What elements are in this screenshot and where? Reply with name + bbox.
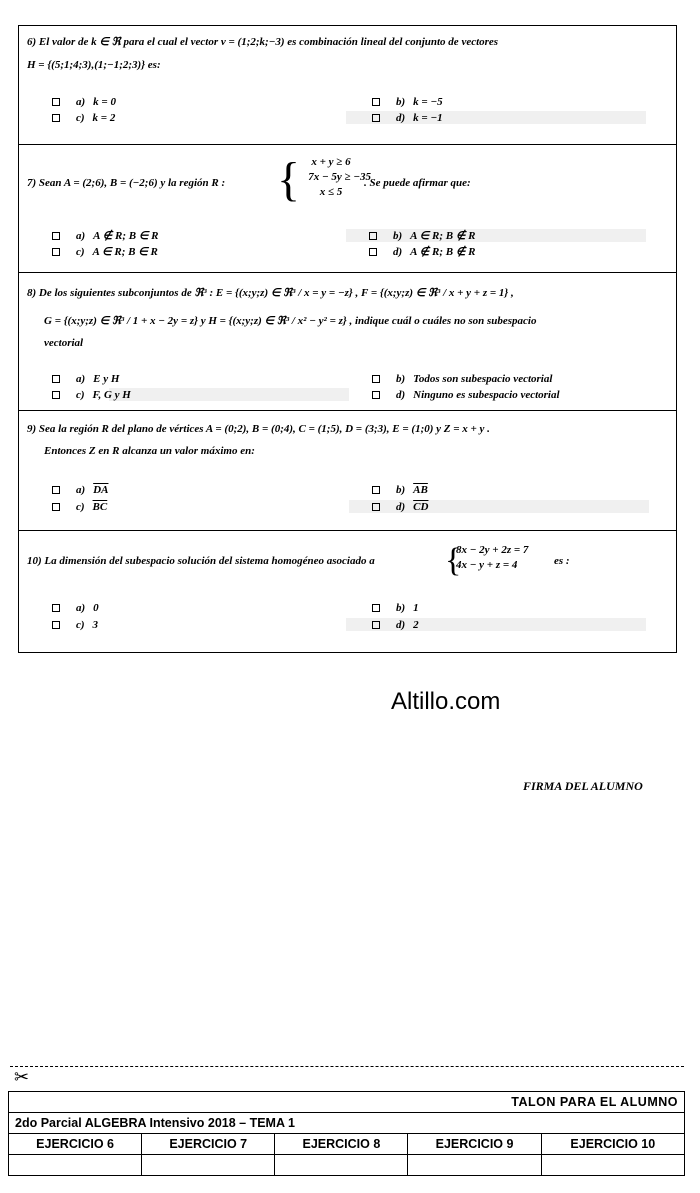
option-text: Ninguno es subespacio vectorial: [413, 389, 560, 401]
option-text: $\overline{AB}$: [413, 484, 428, 496]
student-stub-table: [8, 1091, 685, 1176]
q9-option-c[interactable]: [52, 501, 107, 513]
q10-option-b[interactable]: [372, 602, 419, 614]
q7-system-eq1: x + y ≥ 6: [311, 156, 351, 168]
q7-option-c[interactable]: [52, 245, 158, 258]
answer-cell-10[interactable]: [541, 1155, 684, 1176]
option-label: d): [396, 112, 406, 124]
q8-option-a[interactable]: [52, 373, 119, 385]
q9-text-line2: Entonces Z en R alcanza un valor máximo en:: [44, 445, 255, 457]
talon-subtitle: 2do Parcial ALGEBRA Intensivo 2018 – TEMA 1: [9, 1113, 685, 1134]
checkbox-icon[interactable]: [52, 114, 60, 122]
q8-text-line1: 8) De los siguientes subconjuntos de ℜ³ : E = {(x;y;z) ∈ ℜ³ / x = y = −z} , F = {(x;y;z) ∈ ℜ³ / x + y + z = 1} ,: [27, 287, 514, 299]
question-7-box: [18, 144, 677, 273]
option-label: b): [396, 484, 406, 496]
q8-text-line2: G = {(x;y;z) ∈ ℜ³ / 1 + x − 2y = z} y H = {(x;y;z) ∈ ℜ³ / x² − y² = z} , indique cuál o cuáles no son subespacio: [44, 315, 537, 327]
talon-col-10: EJERCICIO 10: [541, 1134, 684, 1155]
q7-text-line2: . Se puede afirmar que:: [364, 177, 471, 189]
q6-text-line2: H = {(5;1;4;3),(1;−1;2;3)} es:: [27, 59, 161, 71]
option-text: Todos son subespacio vectorial: [413, 373, 553, 385]
answer-cell-9[interactable]: [408, 1155, 541, 1176]
option-label: d): [396, 389, 406, 401]
option-label: b): [393, 229, 403, 242]
checkbox-icon[interactable]: [372, 375, 380, 383]
checkbox-icon[interactable]: [52, 248, 60, 256]
checkbox-icon[interactable]: [52, 604, 60, 612]
q6-option-d[interactable]: [372, 112, 443, 124]
option-text: 3: [92, 619, 99, 631]
q6-option-a[interactable]: [52, 96, 116, 108]
option-label: b): [396, 96, 406, 108]
option-label: c): [76, 112, 85, 124]
q7-system: [291, 155, 371, 200]
q7-option-a[interactable]: [52, 229, 159, 242]
option-text: E y H: [93, 373, 120, 385]
checkbox-icon[interactable]: [52, 391, 60, 399]
option-text: A ∈ R; B ∉ R: [410, 230, 476, 242]
q9-text-line1: 9) Sea la región R del plano de vértices A = (0;2), B = (0;4), C = (1;5), D = (3;3), E = (1;0) y Z = x + y .: [27, 423, 490, 435]
option-text: $\overline{DA}$: [93, 484, 109, 496]
option-label: a): [76, 602, 86, 614]
q7-system-eq2: 7x − 5y ≥ −35: [308, 170, 371, 183]
q6-text-line1: 6) El valor de k ∈ ℜ para el cual el vector v = (1;2;k;−3) es combinación lineal del conjunto de vectores: [27, 36, 499, 48]
checkbox-icon[interactable]: [372, 486, 380, 494]
talon-col-8: EJERCICIO 8: [275, 1134, 408, 1155]
option-label: c): [76, 619, 85, 631]
answer-cell-8[interactable]: [275, 1155, 408, 1176]
option-label: a): [76, 484, 86, 496]
talon-col-6: EJERCICIO 6: [9, 1134, 142, 1155]
option-label: b): [396, 602, 406, 614]
option-text: $\overline{BC}$: [92, 501, 108, 513]
checkbox-icon[interactable]: [369, 232, 377, 240]
q9-option-a[interactable]: [52, 484, 108, 496]
option-label: a): [76, 229, 86, 242]
q6-option-b[interactable]: [372, 96, 443, 108]
q10-system: [456, 543, 528, 573]
q9-option-d[interactable]: [372, 501, 428, 513]
checkbox-icon[interactable]: [372, 604, 380, 612]
checkbox-icon[interactable]: [372, 621, 380, 629]
checkbox-icon[interactable]: [372, 114, 380, 122]
question-8-box: [18, 272, 677, 411]
checkbox-icon[interactable]: [52, 375, 60, 383]
checkbox-icon[interactable]: [52, 503, 60, 511]
q8-option-d[interactable]: [372, 389, 560, 401]
checkbox-icon[interactable]: [52, 621, 60, 629]
option-label: b): [396, 373, 406, 385]
q7-text-line1: 7) Sean A = (2;6), B = (−2;6) y la región R :: [27, 177, 226, 189]
checkbox-icon[interactable]: [52, 486, 60, 494]
talon-col-7: EJERCICIO 7: [142, 1134, 275, 1155]
q7-brace: {: [277, 153, 301, 206]
question-6-box: [18, 25, 677, 145]
option-text: k = −1: [413, 112, 443, 124]
q10-option-a[interactable]: [52, 602, 99, 614]
q8-text-line3: vectorial: [44, 337, 84, 349]
option-label: c): [76, 389, 85, 401]
q10-system-eq2: 4x − y + z = 4: [456, 558, 518, 571]
checkbox-icon[interactable]: [372, 503, 380, 511]
q8-shade: [109, 388, 349, 401]
q8-option-c[interactable]: [52, 389, 131, 401]
q10-option-d[interactable]: [372, 619, 419, 631]
option-text: A ∈ R; B ∈ R: [92, 246, 158, 258]
cut-line: [10, 1066, 684, 1067]
q9-option-b[interactable]: [372, 484, 428, 496]
watermark: Altillo.com: [391, 688, 501, 715]
option-text: k = 2: [92, 112, 116, 124]
checkbox-icon[interactable]: [52, 98, 60, 106]
option-text: A ∉ R; B ∈ R: [93, 230, 159, 242]
q7-option-d[interactable]: [369, 245, 476, 258]
option-label: a): [76, 373, 86, 385]
option-label: a): [76, 96, 86, 108]
signature-label: FIRMA DEL ALUMNO: [523, 779, 643, 793]
question-10-box: [18, 530, 677, 653]
option-text: 1: [413, 602, 419, 614]
option-label: c): [76, 501, 85, 513]
option-text: 2: [413, 619, 419, 631]
q10-text-line1: 10) La dimensión del subespacio solución del sistema homogéneo asociado a: [27, 555, 375, 567]
answer-cell-7[interactable]: [142, 1155, 275, 1176]
q7-system-eq3: x ≤ 5: [319, 185, 343, 198]
option-text: $\overline{CD}$: [413, 501, 429, 513]
option-label: d): [396, 619, 406, 631]
option-text: F, G y H: [92, 389, 131, 401]
option-text: k = −5: [413, 96, 443, 108]
q10-text-line2: es :: [554, 555, 570, 567]
q10-brace: {: [445, 542, 462, 579]
talon-col-9: EJERCICIO 9: [408, 1134, 541, 1155]
q7-option-b[interactable]: [369, 229, 476, 242]
option-text: A ∉ R; B ∉ R: [410, 246, 476, 258]
q10-option-c[interactable]: [52, 619, 98, 631]
q8-option-b[interactable]: [372, 373, 552, 385]
option-text: k = 0: [93, 96, 116, 108]
question-9-box: [18, 410, 677, 531]
option-label: d): [393, 245, 403, 258]
option-text: 0: [93, 602, 99, 614]
checkbox-icon[interactable]: [372, 391, 380, 399]
option-label: d): [396, 501, 406, 513]
checkbox-icon[interactable]: [52, 232, 60, 240]
q6-option-c[interactable]: [52, 112, 115, 124]
answer-cell-6[interactable]: [9, 1155, 142, 1176]
checkbox-icon[interactable]: [369, 248, 377, 256]
checkbox-icon[interactable]: [372, 98, 380, 106]
talon-title: TALON PARA EL ALUMNO: [9, 1092, 685, 1113]
option-label: c): [76, 245, 85, 258]
q10-system-eq1: 8x − 2y + 2z = 7: [456, 544, 529, 556]
scissors-icon: ✂: [14, 1067, 30, 1088]
